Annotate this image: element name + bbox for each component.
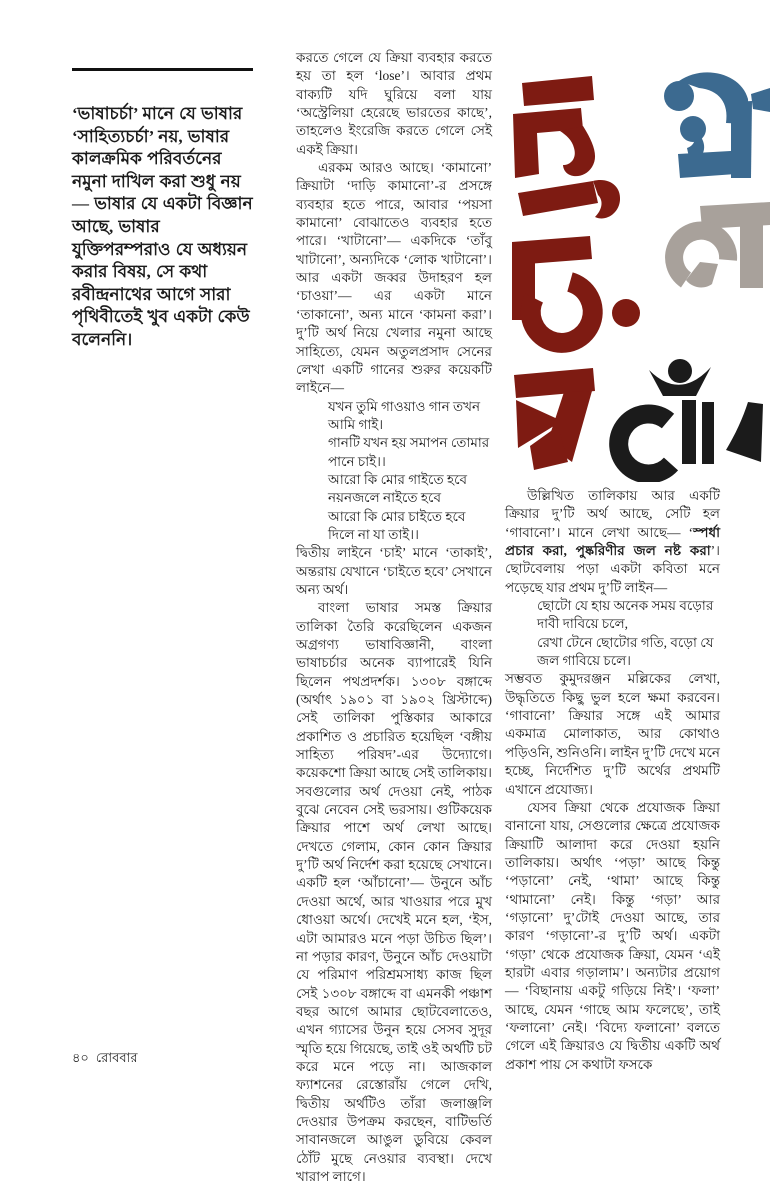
page-number: ৪০ bbox=[72, 1050, 89, 1065]
page-footer bbox=[72, 1049, 137, 1070]
text-run: যেসব ক্রিয়া থেকে প্রযোজক ক্রিয়া বানানো যায়, সেগুলোর ক্ষেত্রে প্রযোজক ক্রিয়াটি আলাদা করে দেওয়া হয়নি তালিকায়। অর্থাৎ ‘পড়া’ আছে কিন্তু ‘পড়ানো’ নেই, ‘থামা’ আছে কিন্তু ‘থামানো’ নেই। কিন্তু ‘গড়া’ আর ‘গড়ানো’ দু’টোই দেওয়া আছে, তার কারণ ‘গড়ানো’-র দু’টি অর্থ। একটা ‘গড়া’ থেকে প্রযোজক ক্রিয়া, যেমন ‘এই হারটা এবার গড়ালাম’। অন্যটার প্রয়োগ— ‘বিছানায় একটু গড়িয়ে নিই’। ‘ফলা’ আছে, যেমন ‘গাছে আম ফলেছে’, তাই ‘ফলানো’ নেই। ‘বিদ্যে ফলানো’ বলতে গেলে এই ক্রিয়ারও যে দ্বিতীয় একটি অর্থ প্রকাশ পায় সে কথাটা ফসকে bbox=[505, 799, 720, 1072]
title-artwork bbox=[500, 52, 770, 482]
artwork-black-letters bbox=[619, 359, 763, 474]
pull-quote-text: ‘ভাষাচর্চা’ মানে যে ভাষার ‘সাহিত্যচর্চা’ নয়, ভাষার কালক্রমিক পরিবর্তনের নমুনা দাখিল করা শুধু নয়— ভাষার যে একটা বিজ্ঞান আছে, ভাষার যুক্তিপরম্পরাও যে অধ্যয়ন করার বিষয়, সে কথা রবীন্দ্রনাথের আগে সারা পৃথিবীতেই খুব একটা কেউ বলেননি। bbox=[72, 104, 253, 349]
paragraph bbox=[505, 799, 720, 1074]
text-run: বাংলা ভাষার সমস্ত ক্রিয়ার তালিকা তৈরি করেছিলেন একজন অগ্রগণ্য ভাষাবিজ্ঞানী, বাংলা ভাষাচর্চার অনেক ব্যাপারেই যিনি ছিলেন পথপ্রদর্শক। ১৩০৮ বঙ্গাব্দে (অর্থাৎ ১৯০১ বা ১৯০২ খ্রিস্টাব্দে) সেই তালিকা পুস্তিকার আকারে প্রকাশিত ও প্রচারিত হয়েছিল ‘বঙ্গীয় সাহিত্য পরিষদ’-এর উদ্যোগে। কয়েকশো ক্রিয়া আছে সেই তালিকায়। সবগুলোর অর্থ দেওয়া নেই, পাঠক বুঝে নেবেন সেই ভরসায়। গুটিকয়েক ক্রিয়ার পাশে অর্থ লেখা আছে। দেখতে গেলাম, কোন কোন ক্রিয়ার দু’টি অর্থ নির্দেশ করা হয়েছে সেখানে। একটি হল ‘আঁচানো’— উনুনে আঁচ দেওয়া অর্থে, আর খাওয়ার পরে মুখ ধোওয়া অর্থে। দেখেই মনে হল, ‘ইস, এটা আমারও মনে পড়া উচিত ছিল’। না পড়ার কারণ, উনুনে আঁচ দেওয়াটা যে পরিমাণ পরিশ্রমসাধ্য কাজ ছিল সেই ১৩০৮ বঙ্গাব্দে বা এমনকী পঞ্চাশ বছর আগে আমার ছোটবেলাতেও, এখন গ্যাসের উনুন হয়ে সেসব সুদূর স্মৃতি হয়ে গিয়েছে, তাই ওই অর্থটি চট করে মনে পড়ে না। আজকাল ফ্যাশনের রেস্তোরাঁয় গেলে দেখি, দ্বিতীয় অর্থটিও তাঁরা জলাঞ্জলি দেওয়ার উপক্রম করছেন, বাটিভর্তি সাবানজলে আঙুল ডুবিয়ে কেবল ঠোঁট মুছে নেওয়ার ব্যবস্থা। দেখে খারাপ লাগে। bbox=[296, 600, 492, 1184]
artwork-blue-letter bbox=[664, 72, 770, 178]
verse-quote bbox=[537, 597, 720, 670]
verse-line: আরো কি মোর চাইতে হবে দিলে না যা তাই।। bbox=[328, 508, 466, 542]
right-column bbox=[505, 487, 720, 1074]
paragraph bbox=[505, 487, 720, 597]
artwork-red-letters bbox=[512, 76, 640, 470]
verse-line: গানটি যখন হয় সমাপন তোমার পানে চাই।। bbox=[328, 435, 490, 469]
verse-line: নয়নজলে নাইতে হবে bbox=[328, 490, 441, 506]
text-run: এরকম আরও আছে। ‘কামানো’ ক্রিয়াটা ‘দাড়ি কামানো’-র প্রসঙ্গে ব্যবহার হতে পারে, আবার ‘পয়সা কামানো’ বোঝাতেও ব্যবহার হতে পারে। ‘খাটানো’— একদিকে ‘তাঁবু খাটানো’, অন্যদিকে ‘লোক খাটানো’। আর একটা জব্বর উদাহরণ হল ‘চাওয়া’— এর একটা মানে ‘তাকানো’, অন্য মানে ‘কামনা করা’। দু’টি অর্থ নিয়ে খেলার নমুনা আছে সাহিত্যে, যেমন অতুলপ্রসাদ সেনের লেখা একটি গানের শুরুর কয়েকটি লাইনে— bbox=[296, 160, 492, 396]
paragraph bbox=[296, 599, 492, 1186]
verse-line: ছোটো যে হায় অনেক সময় বড়োর দাবী দাবিয়ে চলে, bbox=[537, 598, 714, 632]
verse-quote bbox=[328, 398, 492, 545]
text-run: সম্ভবত কুমুদরঞ্জন মল্লিকের লেখা, উদ্ধৃতিতে কিছু ভুল হলে ক্ষমা করবেন। ‘গাবানো’ ক্রিয়ার সঙ্গে এই আমার একমাত্র মোলাকাত, আর কোথাও পড়িওনি, শুনিওনি। লাইন দু’টি দেখে মনে হচ্ছে, নির্দেশিত দু’টি অর্থের প্রথমটি এখানে প্রযোজ্য। bbox=[505, 671, 720, 797]
text-run: করতে গেলে যে ক্রিয়া ব্যবহার করতে হয় তা হল ‘lose’। আবার প্রথম বাক্যটি যদি ঘুরিয়ে বলা যায় ‘অস্ট্রেলিয়া হেরেছে ভারতের কাছে’, তাহলেও ইংরেজি করতে গেলে সেই একই ক্রিয়া। bbox=[296, 50, 492, 157]
middle-column bbox=[296, 49, 492, 1186]
verse-line: রেখা টেনে ছোটোর গতি, বড়ো যে জল গাবিয়ে চলে। bbox=[537, 634, 714, 669]
text-run: উল্লিখিত তালিকায় আর একটি ক্রিয়ার দু’টি অর্থ আছে, সেটি হল ‘গাবানো’। মানে লেখা আছে— ‘ bbox=[505, 488, 720, 540]
artwork-gray-letter bbox=[674, 202, 770, 288]
verse-line: আরো কি মোর গাইতে হবে bbox=[328, 471, 468, 487]
paragraph bbox=[296, 544, 492, 599]
text-run: ’। ছোটবেলায় পড়া একটা কবিতা মনে পড়েছে যার প্রথম দু’টি লাইন— bbox=[505, 543, 720, 595]
pull-quote-rule bbox=[72, 68, 253, 71]
magazine-brand: রোববার bbox=[95, 1050, 138, 1065]
bold-phrase: স্পর্ধা প্রচার করা, পুষ্করিণীর জল নষ্ট করা bbox=[505, 524, 720, 559]
paragraph bbox=[505, 670, 720, 798]
text-run: দ্বিতীয় লাইনে ‘চাই’ মানে ‘তাকাই’, অন্তরায় যেখানে ‘চাইতে হবে’ সেখানে অন্য অর্থ। bbox=[296, 545, 492, 597]
verse-line: যখন তুমি গাওয়াও গান তখন আমি গাই। bbox=[328, 398, 481, 432]
paragraph bbox=[296, 159, 492, 397]
pull-quote-column bbox=[72, 68, 253, 352]
paragraph bbox=[296, 49, 492, 159]
